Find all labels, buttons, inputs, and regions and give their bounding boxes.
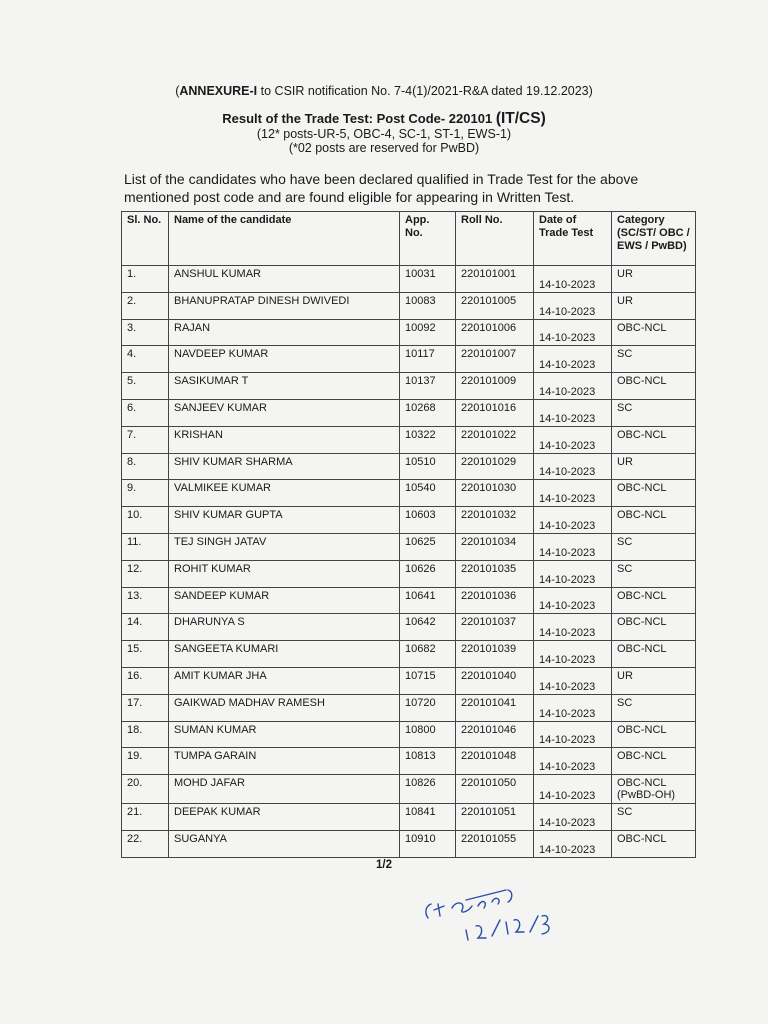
cell-roll-no: 220101007 — [456, 346, 534, 373]
cell-category: OBC-NCL — [612, 748, 696, 775]
cell-app-no: 10083 — [400, 292, 456, 319]
cell-sl-no: 9. — [122, 480, 169, 507]
cell-roll-no: 220101046 — [456, 721, 534, 748]
cell-app-no: 10826 — [400, 775, 456, 804]
cell-date: 14-10-2023 — [534, 319, 612, 346]
cell-sl-no: 3. — [122, 319, 169, 346]
cell-category: SC — [612, 694, 696, 721]
cell-sl-no: 8. — [122, 453, 169, 480]
cell-name: KRISHAN — [169, 426, 400, 453]
cell-category: UR — [612, 453, 696, 480]
cell-sl-no: 14. — [122, 614, 169, 641]
cell-date: 14-10-2023 — [534, 399, 612, 426]
cell-category: OBC-NCL — [612, 319, 696, 346]
header-app-no: App. No. — [400, 212, 456, 266]
cell-name: VALMIKEE KUMAR — [169, 480, 400, 507]
cell-app-no: 10720 — [400, 694, 456, 721]
cell-name: SHIV KUMAR GUPTA — [169, 507, 400, 534]
table-row — [122, 292, 696, 319]
cell-category: OBC-NCL — [612, 373, 696, 400]
cell-roll-no: 220101050 — [456, 775, 534, 804]
cell-roll-no: 220101055 — [456, 830, 534, 857]
cell-date: 14-10-2023 — [534, 507, 612, 534]
cell-name: BHANUPRATAP DINESH DWIVEDI — [169, 292, 400, 319]
cell-app-no: 10137 — [400, 373, 456, 400]
cell-name: AMIT KUMAR JHA — [169, 667, 400, 694]
cell-sl-no: 20. — [122, 775, 169, 804]
table-row — [122, 721, 696, 748]
cell-app-no: 10625 — [400, 533, 456, 560]
cell-category: OBC-NCL — [612, 830, 696, 857]
table-row — [122, 346, 696, 373]
cell-category: SC — [612, 346, 696, 373]
cell-date: 14-10-2023 — [534, 346, 612, 373]
cell-app-no: 10641 — [400, 587, 456, 614]
cell-sl-no: 19. — [122, 748, 169, 775]
cell-roll-no: 220101048 — [456, 748, 534, 775]
cell-roll-no: 220101029 — [456, 453, 534, 480]
cell-app-no: 10322 — [400, 426, 456, 453]
cell-date: 14-10-2023 — [534, 266, 612, 293]
table-header-row — [122, 212, 696, 266]
table-row — [122, 614, 696, 641]
cell-roll-no: 220101039 — [456, 641, 534, 668]
table-row — [122, 266, 696, 293]
cell-app-no: 10682 — [400, 641, 456, 668]
cell-roll-no: 220101034 — [456, 533, 534, 560]
cell-date: 14-10-2023 — [534, 533, 612, 560]
cell-category: SC — [612, 533, 696, 560]
cell-category: SC — [612, 804, 696, 831]
result-title-post: (IT/CS) — [495, 110, 546, 127]
cell-roll-no: 220101005 — [456, 292, 534, 319]
cell-category: OBC-NCL (PwBD-OH) — [612, 775, 696, 804]
cell-date: 14-10-2023 — [534, 614, 612, 641]
header-date: Date of Trade Test — [534, 212, 612, 266]
cell-roll-no: 220101040 — [456, 667, 534, 694]
cell-app-no: 10715 — [400, 667, 456, 694]
cell-sl-no: 21. — [122, 804, 169, 831]
table-row — [122, 480, 696, 507]
cell-app-no: 10841 — [400, 804, 456, 831]
cell-date: 14-10-2023 — [534, 830, 612, 857]
cell-sl-no: 17. — [122, 694, 169, 721]
cell-sl-no: 5. — [122, 373, 169, 400]
table-row — [122, 694, 696, 721]
table-row — [122, 641, 696, 668]
cell-date: 14-10-2023 — [534, 453, 612, 480]
cell-app-no: 10603 — [400, 507, 456, 534]
candidates-table — [121, 211, 696, 858]
cell-category: OBC-NCL — [612, 587, 696, 614]
cell-roll-no: 220101022 — [456, 426, 534, 453]
cell-date: 14-10-2023 — [534, 480, 612, 507]
cell-name: SUGANYA — [169, 830, 400, 857]
cell-name: GAIKWAD MADHAV RAMESH — [169, 694, 400, 721]
table-row — [122, 507, 696, 534]
cell-roll-no: 220101030 — [456, 480, 534, 507]
table-body — [122, 266, 696, 858]
cell-sl-no: 11. — [122, 533, 169, 560]
cell-date: 14-10-2023 — [534, 694, 612, 721]
result-title — [0, 110, 768, 128]
cell-name: TEJ SINGH JATAV — [169, 533, 400, 560]
cell-sl-no: 15. — [122, 641, 169, 668]
table-row — [122, 533, 696, 560]
cell-category: OBC-NCL — [612, 614, 696, 641]
table-row — [122, 667, 696, 694]
cell-category: OBC-NCL — [612, 641, 696, 668]
cell-date: 14-10-2023 — [534, 721, 612, 748]
cell-sl-no: 12. — [122, 560, 169, 587]
table-row — [122, 426, 696, 453]
cell-date: 14-10-2023 — [534, 587, 612, 614]
pwbd-reservation-note: (*02 posts are reserved for PwBD) — [288, 141, 480, 155]
table-row — [122, 587, 696, 614]
cell-app-no: 10626 — [400, 560, 456, 587]
cell-name: SUMAN KUMAR — [169, 721, 400, 748]
table-row — [122, 453, 696, 480]
cell-name: DHARUNYA S — [169, 614, 400, 641]
cell-name: SANJEEV KUMAR — [169, 399, 400, 426]
cell-sl-no: 18. — [122, 721, 169, 748]
annexure-label: ANNEXURE-I — [179, 84, 258, 98]
cell-category: OBC-NCL — [612, 426, 696, 453]
cell-sl-no: 13. — [122, 587, 169, 614]
annexure-line — [0, 84, 768, 98]
cell-date: 14-10-2023 — [534, 804, 612, 831]
table-row — [122, 775, 696, 804]
cell-app-no: 10510 — [400, 453, 456, 480]
cell-date: 14-10-2023 — [534, 373, 612, 400]
cell-roll-no: 220101001 — [456, 266, 534, 293]
header-name: Name of the candidate — [169, 212, 400, 266]
header-category: Category (SC/ST/ OBC / EWS / PwBD) — [612, 212, 696, 266]
cell-name: TUMPA GARAIN — [169, 748, 400, 775]
table-row — [122, 319, 696, 346]
cell-app-no: 10813 — [400, 748, 456, 775]
cell-app-no: 10540 — [400, 480, 456, 507]
cell-category: UR — [612, 292, 696, 319]
cell-app-no: 10800 — [400, 721, 456, 748]
cell-name: NAVDEEP KUMAR — [169, 346, 400, 373]
page-number: 1/2 — [376, 859, 392, 871]
cell-sl-no: 7. — [122, 426, 169, 453]
cell-roll-no: 220101037 — [456, 614, 534, 641]
cell-date: 14-10-2023 — [534, 748, 612, 775]
cell-sl-no: 16. — [122, 667, 169, 694]
cell-app-no: 10092 — [400, 319, 456, 346]
cell-sl-no: 6. — [122, 399, 169, 426]
result-title-main: Result of the Trade Test: Post Code- 220101 — [222, 111, 496, 126]
cell-name: RAJAN — [169, 319, 400, 346]
cell-name: SANDEEP KUMAR — [169, 587, 400, 614]
intro-paragraph: List of the candidates who have been declared qualified in Trade Test for the above mentioned post code and are found eligible for appearing in Written Test. — [124, 171, 639, 205]
cell-category: SC — [612, 399, 696, 426]
cell-roll-no: 220101016 — [456, 399, 534, 426]
cell-roll-no: 220101035 — [456, 560, 534, 587]
cell-roll-no: 220101051 — [456, 804, 534, 831]
header-roll-no: Roll No. — [456, 212, 534, 266]
cell-name: ROHIT KUMAR — [169, 560, 400, 587]
cell-sl-no: 22. — [122, 830, 169, 857]
cell-category: SC — [612, 560, 696, 587]
cell-name: MOHD JAFAR — [169, 775, 400, 804]
cell-date: 14-10-2023 — [534, 292, 612, 319]
cell-name: SHIV KUMAR SHARMA — [169, 453, 400, 480]
cell-roll-no: 220101006 — [456, 319, 534, 346]
cell-roll-no: 220101036 — [456, 587, 534, 614]
cell-name: ANSHUL KUMAR — [169, 266, 400, 293]
cell-sl-no: 1. — [122, 266, 169, 293]
cell-date: 14-10-2023 — [534, 667, 612, 694]
annexure-notification: to CSIR notification No. 7-4(1)/2021-R&A dated 19.12.2023) — [257, 84, 593, 98]
cell-app-no: 10117 — [400, 346, 456, 373]
table-row — [122, 399, 696, 426]
cell-roll-no: 220101041 — [456, 694, 534, 721]
cell-name: DEEPAK KUMAR — [169, 804, 400, 831]
handwritten-signature — [422, 880, 562, 960]
cell-sl-no: 2. — [122, 292, 169, 319]
posts-breakdown: (12* posts-UR-5, OBC-4, SC-1, ST-1, EWS-1) — [256, 127, 512, 141]
cell-roll-no: 220101032 — [456, 507, 534, 534]
cell-app-no: 10642 — [400, 614, 456, 641]
table-row — [122, 830, 696, 857]
table-row — [122, 804, 696, 831]
cell-category: UR — [612, 266, 696, 293]
cell-roll-no: 220101009 — [456, 373, 534, 400]
cell-name: SANGEETA KUMARI — [169, 641, 400, 668]
table-row — [122, 748, 696, 775]
cell-app-no: 10031 — [400, 266, 456, 293]
cell-date: 14-10-2023 — [534, 426, 612, 453]
cell-app-no: 10910 — [400, 830, 456, 857]
cell-sl-no: 4. — [122, 346, 169, 373]
table-row — [122, 560, 696, 587]
cell-category: OBC-NCL — [612, 480, 696, 507]
cell-category: OBC-NCL — [612, 507, 696, 534]
cell-date: 14-10-2023 — [534, 560, 612, 587]
cell-date: 14-10-2023 — [534, 641, 612, 668]
cell-sl-no: 10. — [122, 507, 169, 534]
cell-category: OBC-NCL — [612, 721, 696, 748]
annexure-open-paren: ( — [175, 84, 180, 98]
cell-category: UR — [612, 667, 696, 694]
cell-app-no: 10268 — [400, 399, 456, 426]
table-row — [122, 373, 696, 400]
header-sl-no: Sl. No. — [122, 212, 169, 266]
cell-date: 14-10-2023 — [534, 775, 612, 804]
cell-name: SASIKUMAR T — [169, 373, 400, 400]
